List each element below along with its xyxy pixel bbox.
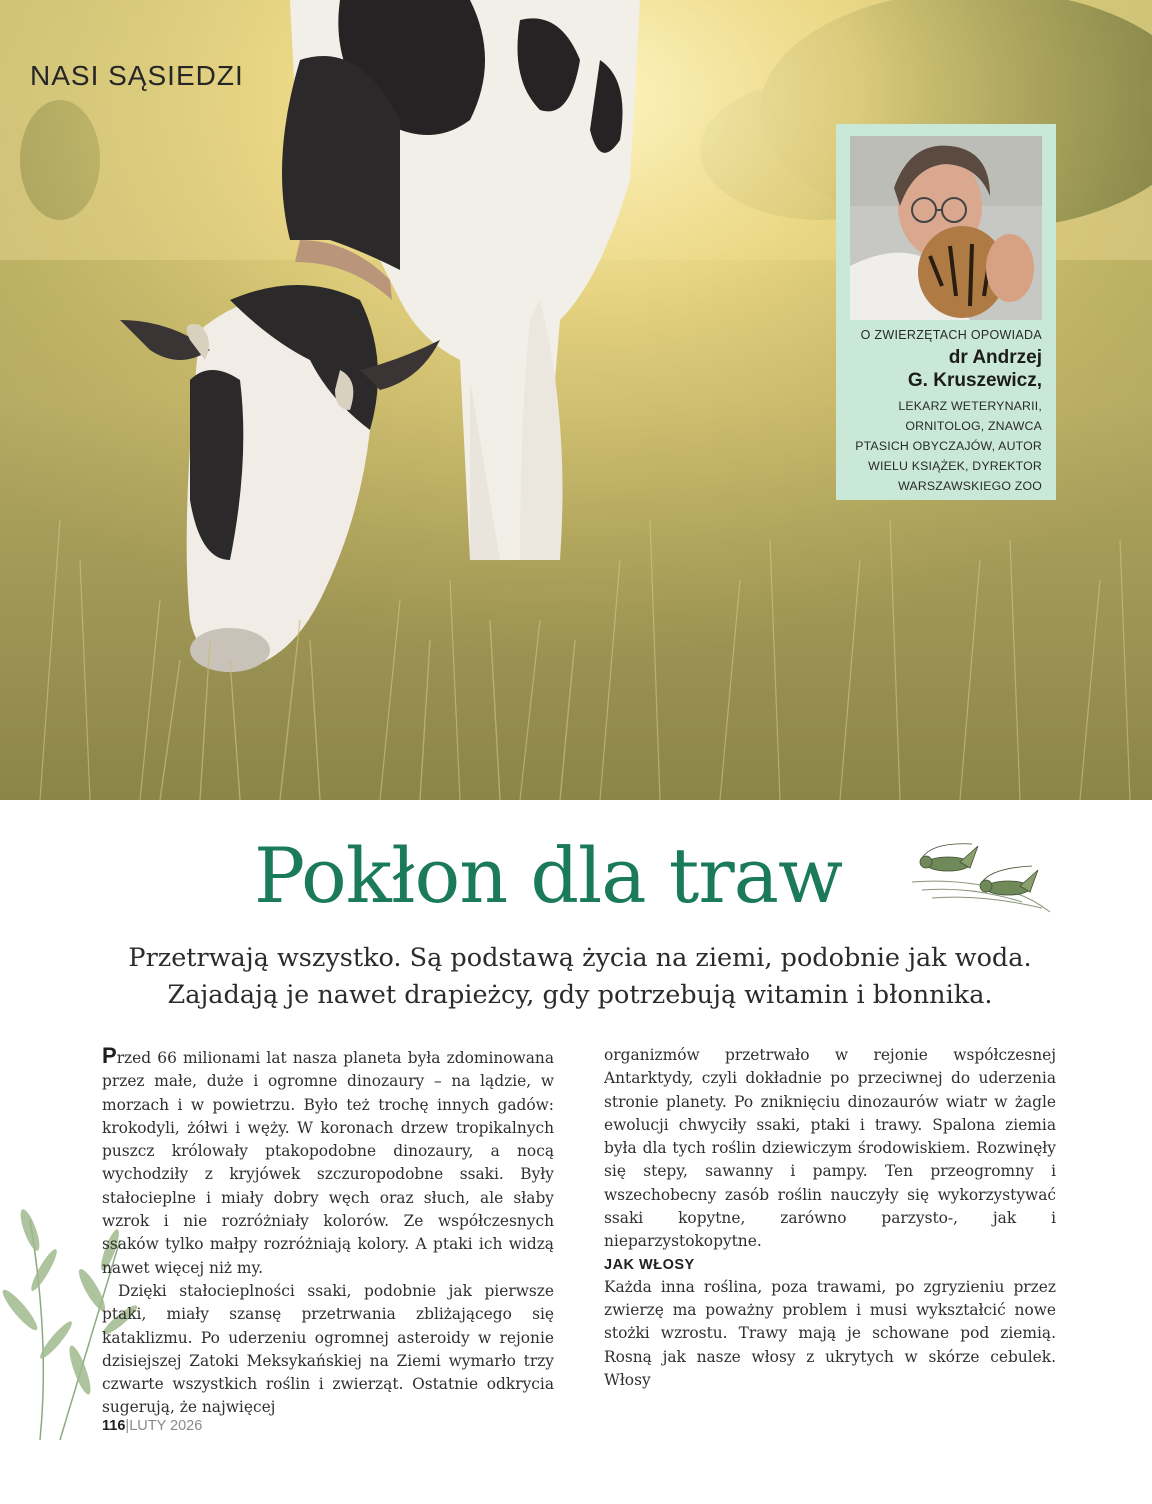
author-description: [836, 396, 1042, 496]
author-desc-line: WARSZAWSKIEGO ZOO: [898, 479, 1042, 493]
article-column-right: [604, 1044, 1056, 1392]
subheading: JAK WŁOSY: [604, 1256, 695, 1273]
lead-line1: Przetrwają wszystko. Są podstawą życia na ziemi, podobnie jak woda.: [128, 943, 1032, 973]
drop-cap: P: [102, 1043, 117, 1068]
author-desc-line: PTASICH OBYCZAJÓW, AUTOR: [855, 439, 1042, 453]
paragraph: [102, 1044, 554, 1280]
author-desc-line: ORNITOLOG, ZNAWCA: [905, 419, 1042, 433]
paragraph: Dzięki stałocieplności ssaki, podobnie jak pierwsze ptaki, miały szansę przetrwania zbliżającego się kataklizmu. Po uderzeniu ogromnej asteroidy w rejonie dzisiejszej Zatoki Meksykańskiej na Ziemi wymarło trzy czwarte wszystkich roślin i zwierząt. Ostatnie odkrycia sugerują, że najwięcej: [102, 1281, 554, 1417]
author-photo: [850, 136, 1042, 320]
issue-date: LUTY 2026: [129, 1418, 203, 1434]
paragraph-text: rzed 66 milionami lat nasza planeta była zdominowana przez małe, duże i ogromne dinozaury – na lądzie, w morzach i w powietrzu. Było też trochę innych gadów: krokodyli, żółwi i węży. W koronach drzew tropikalnych puszcz królowały ptakopodobne dinozaury, a nocą wychodziły z kryjówek szczuropodobne ssaki. Były stałocieplne i miały dobry węch oraz słuch, ale słaby wzrok i nie rozróżniały kolorów. Ze współczesnych ssaków tylko małpy rozróżniają kolory. A ptaki ich widzą nawet więcej niż my.: [102, 1049, 554, 1277]
section-label: NASI SĄSIEDZI: [30, 60, 244, 91]
paragraph: Każda inna roślina, poza trawami, po zgryzieniu przez zwierzę ma poważny problem i musi wykształcić nowe stożki wzrostu. Trawy mają je schowane pod ziemią. Rosną jak nasze włosy z ukrytych w skórze cebulek. Włosy: [604, 1277, 1056, 1389]
author-with-tiger-cub-illustration: [850, 136, 1042, 320]
grasshoppers-illustration: [912, 842, 1052, 916]
article-column-left: [102, 1044, 554, 1420]
author-desc-line: WIELU KSIĄŻEK, DYREKTOR: [868, 459, 1042, 473]
author-name-line2: G. Kruszewicz,: [907, 370, 1042, 391]
author-intro: O ZWIERZĘTACH OPOWIADA: [860, 328, 1042, 342]
footer-separator: |: [125, 1418, 130, 1434]
paragraph: organizmów przetrwało w rejonie współczesnej Antarktydy, czyli dokładnie po przeciwnej do uderzenia stronie planety. Po zniknięciu dinozaurów wiatr w żagle ewolucji chwyciły ssaki, ptaki i trawy. Spalona ziemia była dla tych roślin dziewiczym środowiskiem. Rozwinęły się stepy, sawanny i pampy. Ten przeogromny i wszechobecny zasób roślin nauczyły się wykorzystywać ssaki kopytne, zarówno parzysto-, jak i nieparzystokopytne.: [604, 1046, 1056, 1251]
author-name-line1: dr Andrzej: [948, 347, 1042, 368]
author-name: [836, 346, 1042, 392]
page-number: 116: [102, 1418, 126, 1434]
author-desc-line: LEKARZ WETERYNARII,: [898, 399, 1042, 413]
article-lead: [80, 940, 1080, 1014]
article-title-text: Pokłon dla traw: [253, 831, 843, 920]
author-box: [836, 124, 1056, 500]
page-footer: [102, 1418, 202, 1434]
lead-line2: Zajadają je nawet drapieżcy, gdy potrzebują witamin i błonnika.: [167, 980, 993, 1010]
